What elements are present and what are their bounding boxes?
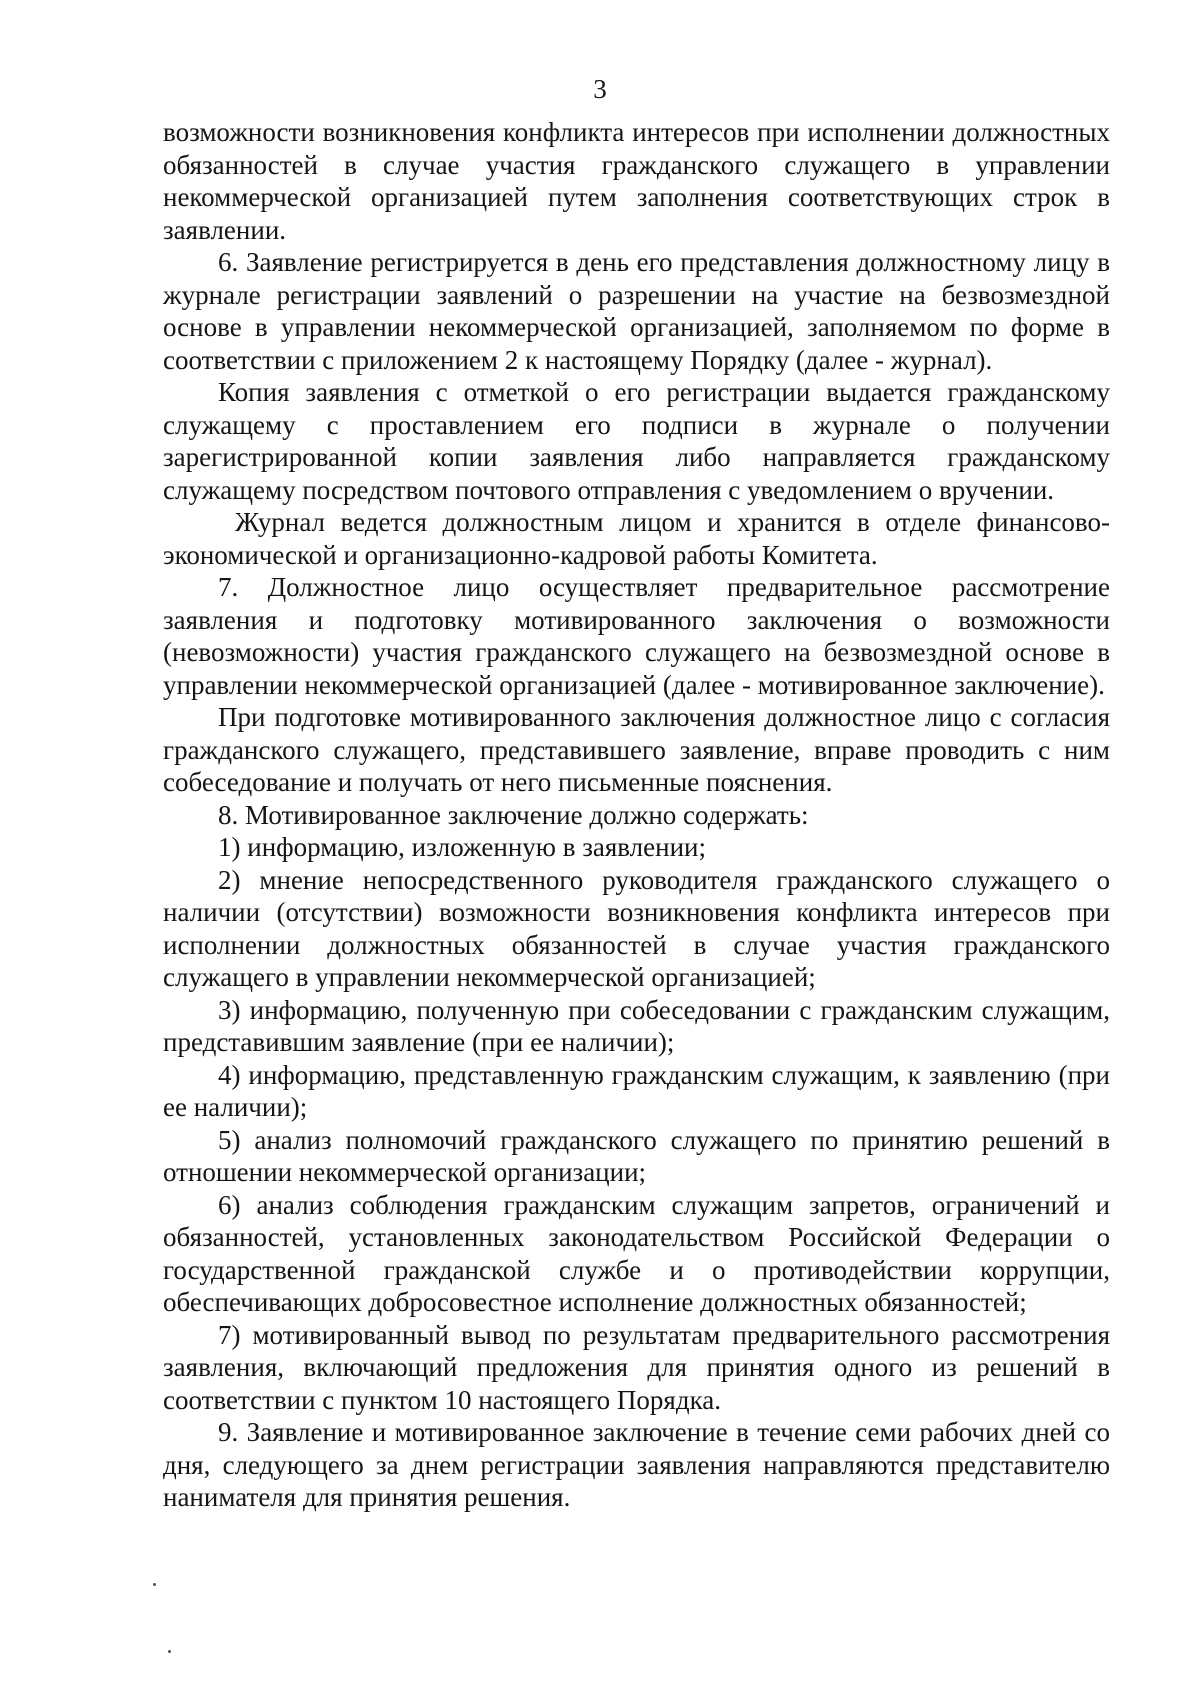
list-item-2: 2) мнение непосредственного руководителя гражданского служащего о наличии (отсутствии) возможности возникновения конфликта интересов при исполнении должностных обязанностей в случае участия гражданского служащего в управлении некоммерческой организацией; <box>163 864 1110 992</box>
paragraph-item-8: 8. Мотивированное заключение должно содержать: <box>218 799 809 830</box>
scan-speck <box>168 1650 171 1653</box>
list-item-4: 4) информацию, представленную гражданским служащим, к заявлению (при ее наличии); <box>163 1059 1110 1122</box>
page-number: 3 <box>593 74 607 104</box>
scan-speck <box>153 1583 156 1586</box>
paragraph-item-9: 9. Заявление и мотивированное заключение в течение семи рабочих дней со дня, следующего за днем регистрации заявления направляются представителю нанимателя для принятия решения. <box>163 1417 1110 1512</box>
paragraph-copy-of-application: Копия заявления с отметкой о его регистрации выдается гражданскому служащему с проставлением его подписи в журнале о получении зарегистрированной копии заявления либо направляется гражданскому служащему посредством почтового отправления с уведомлением о вручении. <box>163 377 1110 505</box>
list-item-7: 7) мотивированный вывод по результатам предварительного рассмотрения заявления, включающий предложения для принятия одного из решений в соответствии с пунктом 10 настоящего Порядка. <box>163 1319 1110 1415</box>
paragraph-item-6: 6. Заявление регистрируется в день его представления должностному лицу в журнале регистрации заявлений о разрешении на участие на безвозмездной основе в управлении некоммерческой организацией, заполняемом по форме в соответствии с приложением 2 к настоящему Порядку (далее - журнал). <box>163 247 1110 375</box>
list-item-6: 6) анализ соблюдения гражданским служащим запретов, ограничений и обязанностей, установленных законодательством Российской Федерации о государственной гражданской службе и о противодействии коррупции, обеспечивающих добросовестное исполнение должностных обязанностей; <box>163 1189 1110 1317</box>
paragraph-continuation: возможности возникновения конфликта интересов при исполнении должностных обязанностей в случае участия гражданского служащего в управлении некоммерческой организацией путем заполнения соответствующих строк в заявлении. <box>163 117 1110 245</box>
document-body <box>163 116 1110 1514</box>
list-item-1: 1) информацию, изложенную в заявлении; <box>218 832 706 862</box>
paragraph-interview: При подготовке мотивированного заключения должностное лицо с согласия гражданского служащего, представившего заявление, вправе проводить с ним собеседование и получать от него письменные пояснения. <box>163 702 1110 797</box>
list-item-5: 5) анализ полномочий гражданского служащего по принятию решений в отношении некоммерческой организации; <box>163 1124 1110 1187</box>
paragraph-item-7: 7. Должностное лицо осуществляет предварительное рассмотрение заявления и подготовку мотивированного заключения о возможности (невозможности) участия гражданского служащего на безвозмездной основе в управлении некоммерческой организацией (далее - мотивированное заключение). <box>163 572 1110 700</box>
list-item-3: 3) информацию, полученную при собеседовании с гражданским служащим, представившим заявление (при ее наличии); <box>163 994 1110 1057</box>
paragraph-journal-keeping: Журнал ведется должностным лицом и хранится в отделе финансово-экономической и организационно-кадровой работы Комитета. <box>163 507 1110 570</box>
